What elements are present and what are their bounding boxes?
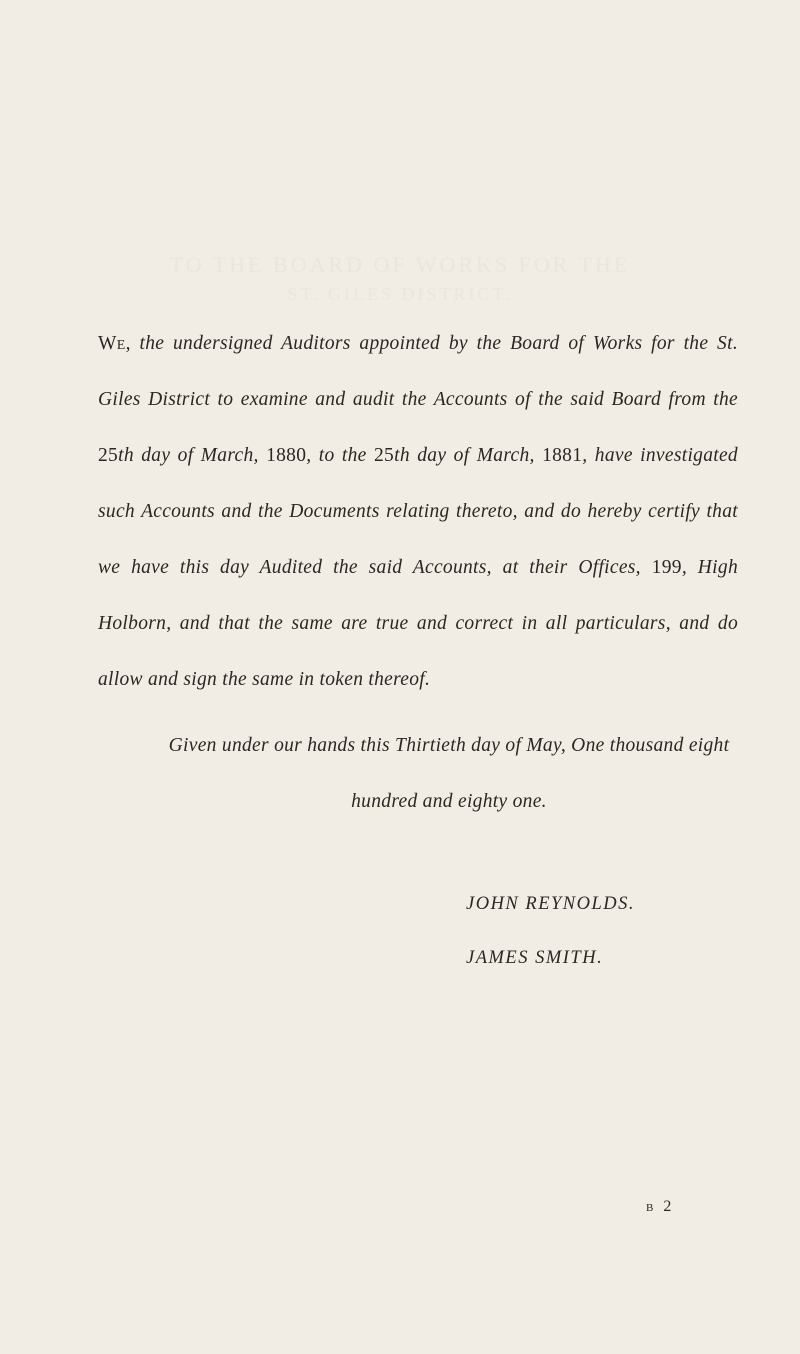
certificate-text-6: , High Holborn, and that the same are true and correct in all particulars, and do allow and sign the same in token thereof. bbox=[98, 557, 738, 690]
folio-number: 2 bbox=[663, 1198, 675, 1215]
start-year: 1880 bbox=[266, 445, 307, 466]
end-day-number: 25 bbox=[374, 445, 395, 466]
certificate-text-3: , to the bbox=[306, 445, 374, 466]
folio-letter: B bbox=[646, 1202, 657, 1214]
signature-james-smith: JAMES SMITH. bbox=[466, 948, 604, 968]
office-number: 199 bbox=[651, 557, 682, 578]
certificate-paragraph bbox=[98, 316, 738, 708]
certificate-text-5: , have investigated such Accounts and the Documents relating thereto, and do hereby certify that we have this day Audited the said Accounts, at their Offices, bbox=[98, 445, 738, 578]
certificate-text-4: th day of March, bbox=[394, 445, 543, 466]
bleed-through-line-2: ST. GILES DISTRICT. bbox=[287, 284, 513, 304]
given-under-hands: Given under our hands this Thirtieth day of May, One thousand eight hundred and eighty one. bbox=[168, 735, 730, 812]
certificate-text-1: , the undersigned Auditors appointed by the Board of Works for the St. Giles District to examine and audit the Accounts of the said Board from the bbox=[98, 333, 738, 410]
certificate-text-2: th day of March, bbox=[118, 445, 267, 466]
bleed-through-line-1: TO THE BOARD OF WORKS FOR THE bbox=[169, 252, 631, 277]
opening-word: We bbox=[98, 333, 126, 354]
folio-signature-mark bbox=[646, 1198, 674, 1216]
signature-john-reynolds: JOHN REYNOLDS. bbox=[466, 894, 636, 914]
end-year: 1881 bbox=[542, 445, 583, 466]
start-day-number: 25 bbox=[98, 445, 119, 466]
